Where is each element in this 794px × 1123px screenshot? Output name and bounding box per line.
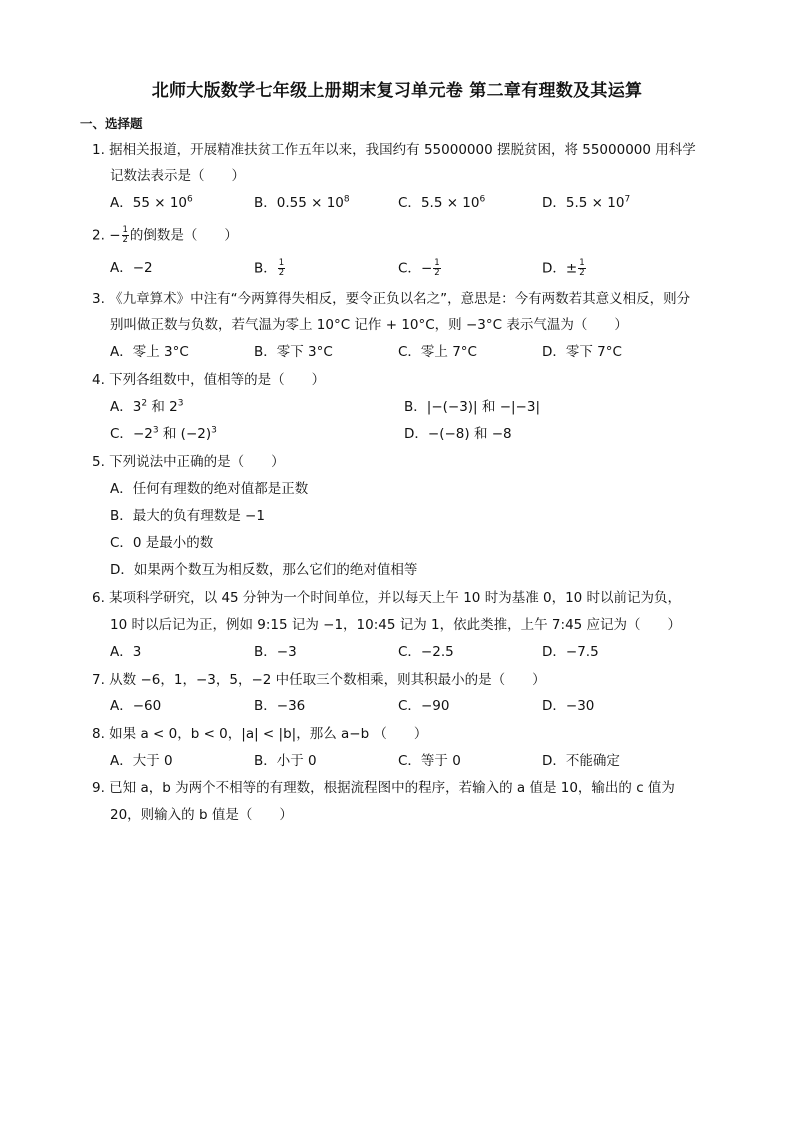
question-6-option-b: B．−3 xyxy=(254,644,297,660)
question-6-option-a: A．3 xyxy=(110,644,142,660)
question-2-option-b: B． $\frac{1}{2}$ xyxy=(254,258,285,278)
question-1-option-a: A．$55 \times 10^6$ xyxy=(110,194,193,211)
question-8-option-b: B．小于 0 xyxy=(254,753,317,769)
question-1-option-c: C．$5.5 \times 10^6$ xyxy=(398,194,486,211)
question-3-line-1: 3. 《九章算术》中注有“今两算得失相反，要令正负以名之”，意思是：今有两数若其意义相反，则分 xyxy=(92,291,691,307)
question-2-option-c: C．− $\frac{1}{2}$ xyxy=(398,258,440,278)
question-6-option-c: C．−2.5 xyxy=(398,644,454,660)
question-5-line-1: 5. 下列说法中正确的是（ ） xyxy=(92,454,285,470)
question-5-option-d: D．如果两个数互为相反数，那么它们的绝对值相等 xyxy=(110,562,418,578)
question-8-option-d: D．不能确定 xyxy=(542,753,620,769)
question-1-option-d: D．$5.5 \times 10^7$ xyxy=(542,194,631,211)
question-3-option-b: B．零下 3°C xyxy=(254,344,333,360)
question-3-line-2: 别叫做正数与负数，若气温为零上 10°C 记作 + 10°C，则 −3°C 表示气温为（ ） xyxy=(110,317,628,333)
question-3-option-a: A．零上 3°C xyxy=(110,344,189,360)
question-9-line-2: 20，则输入的 b 值是（ ） xyxy=(110,807,293,823)
fraction: $\frac{1}{2}$ xyxy=(278,258,285,278)
question-5-option-a: A．任何有理数的绝对值都是正数 xyxy=(110,481,309,497)
question-9-line-1: 9. 已知 a，b 为两个不相等的有理数，根据流程图中的程序，若输入的 a 值是 10，输出的 c 值为 xyxy=(92,780,675,796)
question-7-option-d: D．−30 xyxy=(542,698,595,714)
question-1-line-1: 1. 据相关报道，开展精准扶贫工作五年以来，我国约有 55000000 摆脱贫困，将 55000000 用科学 xyxy=(92,142,696,158)
question-8-line-1: 8. 如果 a < 0，b < 0，|a| < |b|，那么 a−b （ ） xyxy=(92,726,428,742)
question-2-line-1: 2. − $\frac{1}{2}$ 的倒数是（ ） xyxy=(92,225,238,245)
question-7-option-a: A．−60 xyxy=(110,698,162,714)
section-heading: 一、选择题 xyxy=(80,116,143,131)
question-7-line-1: 7. 从数 −6，1，−3，5，−2 中任取三个数相乘，则其积最小的是（ ） xyxy=(92,672,546,688)
question-2-option-d: D．± $\frac{1}{2}$ xyxy=(542,258,585,278)
question-6-line-2: 10 时以后记为正，例如 9:15 记为 −1，10:45 记为 1，依此类推，上午 7:45 应记为（ ） xyxy=(110,617,682,633)
fraction: $\frac{1}{2}$ xyxy=(122,225,128,245)
question-1-option-b: B．$0.55 \times 10^8$ xyxy=(254,194,350,211)
fraction: $\frac{1}{2}$ xyxy=(434,258,440,278)
question-8-option-c: C．等于 0 xyxy=(398,753,461,769)
question-5-option-c: C．0 是最小的数 xyxy=(110,535,214,551)
page-title: 北师大版数学七年级上册期末复习单元卷 第二章有理数及其运算 xyxy=(151,81,643,101)
question-8-option-a: A．大于 0 xyxy=(110,753,173,769)
question-7-option-c: C．−90 xyxy=(398,698,450,714)
question-3-option-c: C．零上 7°C xyxy=(398,344,477,360)
question-2-option-a: A．−2 xyxy=(110,260,153,276)
question-4-option-d: D．−(−8) 和 −8 xyxy=(404,426,512,442)
question-6-line-1: 6. 某项科学研究，以 45 分钟为一个时间单位，并以每天上午 10 时为基准 0，10 时以前记为负， xyxy=(92,590,682,606)
question-5-option-b: B．最大的负有理数是 −1 xyxy=(110,508,265,524)
question-6-option-d: D．−7.5 xyxy=(542,644,599,660)
question-4-option-c: C．$-2^3$ 和 $(-2)^3$ xyxy=(110,425,217,442)
question-4-line-1: 4. 下列各组数中，值相等的是（ ） xyxy=(92,372,326,388)
question-1-line-2: 记数法表示是（ ） xyxy=(110,168,245,184)
question-3-option-d: D．零下 7°C xyxy=(542,344,622,360)
fraction: $\frac{1}{2}$ xyxy=(579,258,585,278)
question-4-option-b: B．|−(−3)| 和 −|−3| xyxy=(404,399,540,415)
question-7-option-b: B．−36 xyxy=(254,698,306,714)
question-4-option-a: A．$3^2$ 和 $2^3$ xyxy=(110,398,184,415)
